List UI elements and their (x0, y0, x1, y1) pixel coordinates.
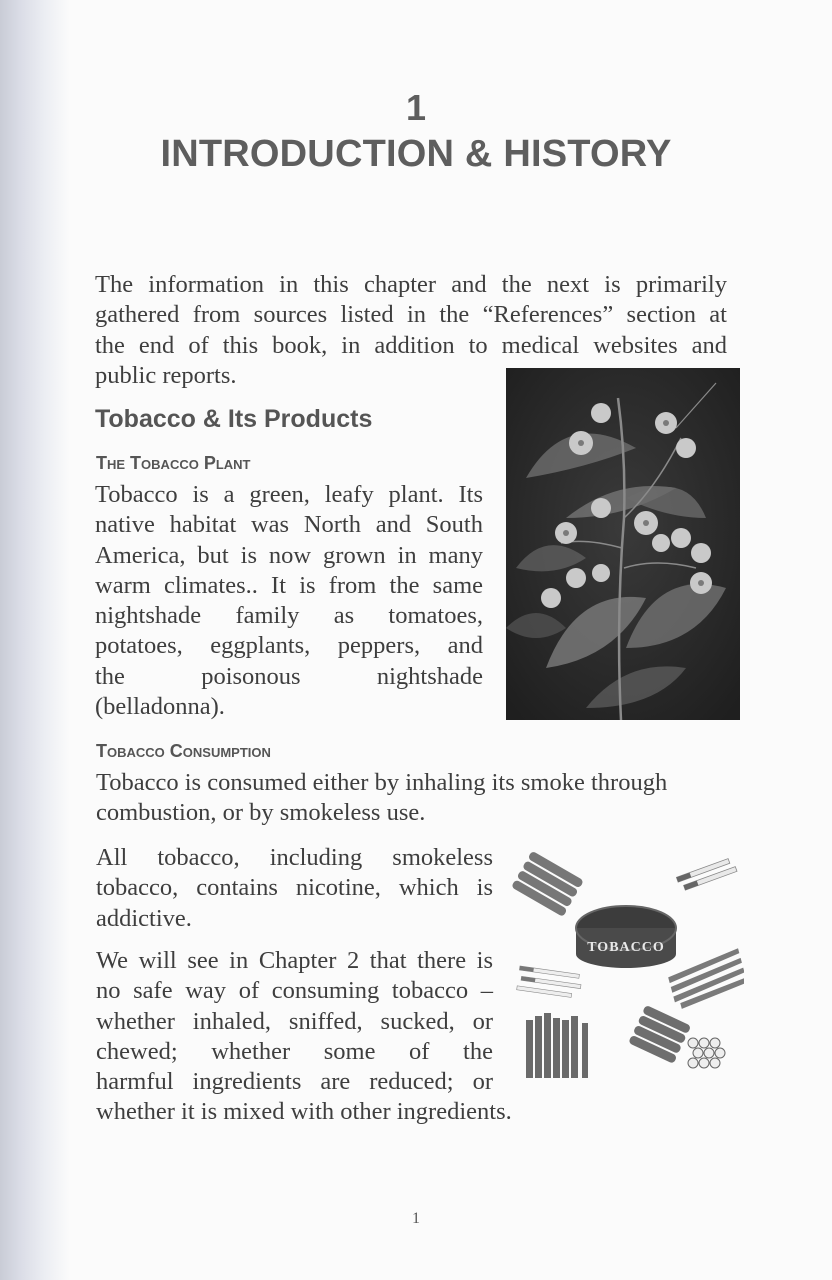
text-line: potatoes, eggplants, peppers, and (95, 632, 483, 660)
text-line: native habitat was North and South (95, 511, 483, 539)
text-line: The information in this chapter and the next is primarily (95, 271, 727, 298)
consumption-paragraph-3 (96, 946, 512, 1128)
consumption-paragraph-2 (96, 843, 493, 934)
text-line: the end of this book, in addition to medical websites and (95, 331, 727, 359)
text-line: All tobacco, including smokeless (96, 844, 493, 871)
chapter-title: INTRODUCTION & HISTORY (160, 133, 672, 175)
text-line: America, but is now grown in many (95, 541, 483, 569)
subsection-heading-plant: The Tobacco Plant (96, 453, 251, 473)
text-line: addictive. (96, 904, 192, 932)
text-line: gathered from sources listed in the “References” section at (95, 301, 727, 329)
text-line: the poisonous nightshade (95, 662, 483, 690)
section-heading: Tobacco & Its Products (95, 405, 373, 433)
tobacco-plant-icon (506, 368, 740, 720)
tobacco-plant-illustration (506, 368, 740, 720)
text-line: chewed; whether some of the (96, 1037, 493, 1065)
text-line: nightshade family as tomatoes, (95, 602, 483, 630)
chapter-number: 1 (405, 87, 427, 128)
tobacco-products-icon (508, 848, 744, 1086)
text-line: Tobacco is consumed either by inhaling its smoke through (96, 769, 668, 796)
svg-text:TOBACCO: TOBACCO (587, 940, 665, 955)
page-number: 1 (412, 1210, 420, 1227)
text-line: whether inhaled, sniffed, sucked, or (96, 1007, 493, 1035)
subsection-heading-consumption: Tobacco Consumption (96, 741, 271, 761)
text-line: tobacco, contains nicotine, which is (96, 874, 493, 902)
text-line: combustion, or by smokeless use. (96, 799, 426, 827)
text-line: Tobacco is a green, leafy plant. Its (95, 481, 483, 508)
text-line: harmful ingredients are reduced; or (96, 1068, 493, 1096)
text-line: whether it is mixed with other ingredients. (96, 1098, 512, 1126)
text-line: no safe way of consuming tobacco – (96, 977, 493, 1005)
text-line: warm climates.. It is from the same (95, 571, 483, 599)
tobacco-products-illustration (508, 848, 744, 1086)
plant-paragraph (95, 480, 483, 722)
text-line: We will see in Chapter 2 that there is (96, 947, 493, 974)
text-line: public reports. (95, 361, 237, 389)
consumption-paragraph-1 (96, 768, 730, 829)
page-binding-gutter (0, 0, 70, 1280)
text-line: (belladonna). (95, 693, 225, 721)
